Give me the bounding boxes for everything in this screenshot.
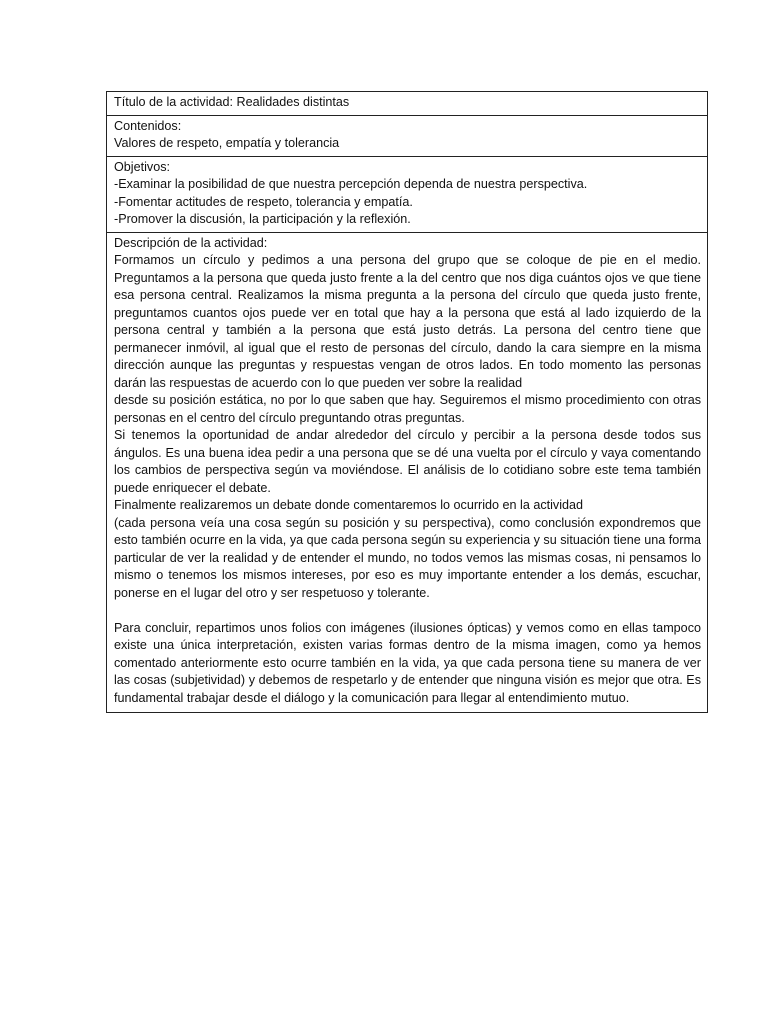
descripcion-paragraph: desde su posición estática, no por lo que saben que hay. Seguiremos el mismo procedimiento con otras personas en el centro del círculo preguntando otras preguntas. [114,393,701,425]
descripcion-paragraph: Para concluir, repartimos unos folios con imágenes (ilusiones ópticas) y vemos como en ellas tampoco existe una única interpretación, existen varias formas dentro de la misma imagen, como ya hemos comentado anteriormente esto ocurre también en la vida, ya que cada persona tiene su manera de ver las cosas (subjetividad) y debemos de respetarlo y de entender que ninguna visión es mejor que otra. Es fundamental trabajar desde el diálogo y la comunicación para llegar al entendimiento mutuo. [114,620,701,705]
title-row [107,92,707,116]
objetivo-item: -Fomentar actitudes de respeto, tolerancia y empatía. [114,194,413,209]
objetivo-item: -Promover la discusión, la participación y la reflexión. [114,212,411,226]
descripcion-label: Descripción de la actividad: [114,235,268,250]
descripcion-paragraph: Si tenemos la oportunidad de andar alrededor del círculo y percibir a la persona desde todos sus ángulos. Es una buena idea pedir a una persona que se dé una vuelta por el círculo y vaya comentando los cambios de perspectiva según va moviéndose. El análisis de lo cotidiano sobre este tema también puede enriquecer el debate. [114,428,701,495]
descripcion-paragraph: Formamos un círculo y pedimos a una persona del grupo que se coloque de pie en el medio. Preguntamos a la persona que queda justo frente a la del centro que nos diga cuántos ojos ve que tiene esa persona central. Realizamos la misma pregunta a la persona del círculo que queda justo frente, preguntamos cuantos ojos puede ver en total que hay a la persona que está al lado izquierdo de la persona central y también a la persona que está justo detrás. La persona del centro tiene que permanecer inmóvil, al igual que el resto de personas del círculo, dando la cara siempre en la misma dirección aunque las preguntas y respuestas vengan de otros lados. En todo momento las personas darán las respuestas de acuerdo con lo que pueden ver sobre la realidad [114,253,701,390]
contenidos-label: Contenidos: [114,118,182,133]
descripcion-paragraph: (cada persona veía una cosa según su posición y su perspectiva), como conclusión expondremos que esto también ocurre en la vida, ya que cada persona según su experiencia y su situación tiene una forma particular de ver la realidad y de entender el mundo, no todos vemos las mismas cosas, ni pensamos lo mismo o tenemos los mismos intereses, por eso es muy importante entender a los demás, escuchar, ponerse en el lugar del otro y ser respetuoso y tolerante. [114,515,701,600]
objetivo-item: -Examinar la posibilidad de que nuestra percepción dependa de nuestra perspectiva. [114,177,588,191]
paragraph-gap [114,602,701,620]
contenidos-text: Valores de respeto, empatía y tolerancia [114,136,340,150]
descripcion-row [107,233,707,713]
objetivos-row [107,157,707,233]
activity-table [106,91,708,713]
descripcion-paragraph: Finalmente realizaremos un debate donde comentaremos lo ocurrido en la actividad [114,498,584,512]
objetivos-label: Objetivos: [114,159,170,174]
activity-title: Título de la actividad: Realidades distintas [114,95,350,109]
contenidos-row [107,116,707,157]
